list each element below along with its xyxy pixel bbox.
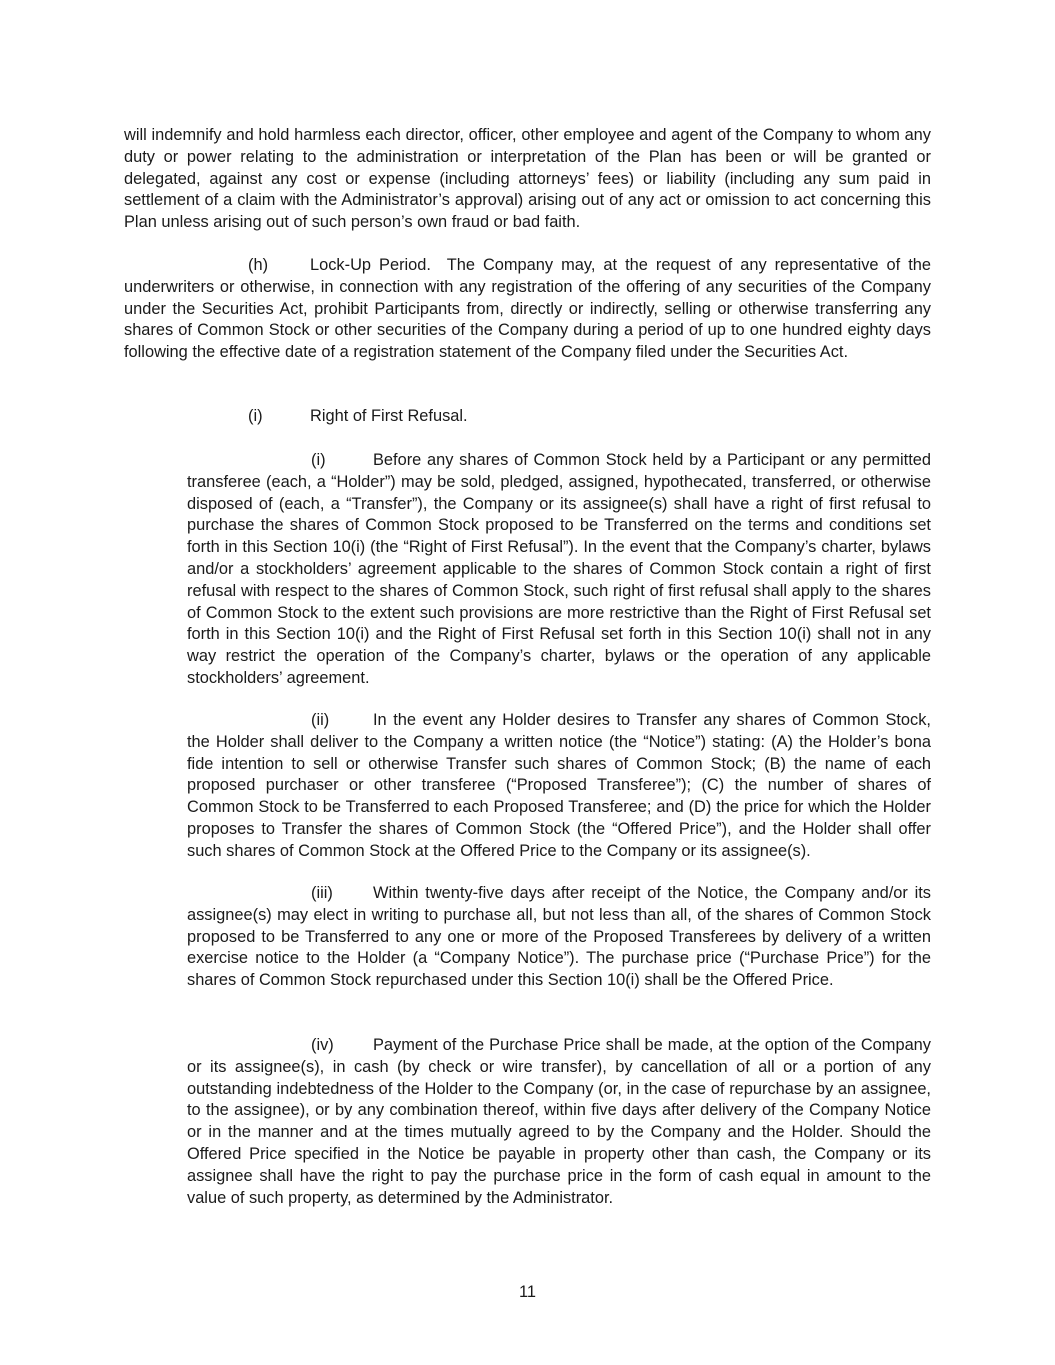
subparagraph-iv <box>187 1035 931 1209</box>
section-h-title: Lock-Up Period. <box>310 256 431 274</box>
section-i-title: Right of First Refusal. <box>310 407 468 425</box>
subparagraph-iv-label: (iv) <box>311 1036 334 1054</box>
subparagraph-ii-text: In the event any Holder desires to Transfer any shares of Common Stock, the Holder shall deliver to the Company a written notice (the “Notice”) stating: (A) the Holder’s bona fide intention to sell or otherwise Transfer such shares of Common Stock; (B) the name of each proposed purchaser or other transferee (“Proposed Transferee”); (C) the number of shares of Common Stock to be Transferred to each Proposed Transferee; and (D) the price for which the Holder proposes to Transfer the shares of Common Stock (the “Offered Price”), and the Holder shall offer such shares of Common Stock at the Offered Price to the Company or its assignee(s). <box>187 711 931 860</box>
paragraph-indemnify <box>124 125 931 234</box>
paragraph-right-of-first-refusal-heading <box>124 406 931 428</box>
subparagraph-i-text: Before any shares of Common Stock held by a Participant or any permitted transferee (each, a “Holder”) may be sold, pledged, assigned, hypothecated, transferred, or otherwise disposed of (each, a “Transfer”), the Company or its assignee(s) shall have a right of first refusal to purchase the shares of Common Stock proposed to be Transferred on the terms and conditions set forth in this Section 10(i) (the “Right of First Refusal”). In the event that the Company’s charter, bylaws and/or a stockholders’ agreement applicable to the shares of Common Stock contain a right of first refusal with respect to the shares of Common Stock, such right of first refusal shall apply to the shares of Common Stock to the extent such provisions are more restrictive than the Right of First Refusal set forth in this Section 10(i) and the Right of First Refusal set forth in this Section 10(i) shall not in any way restrict the operation of the Company’s charter, bylaws or the operation of any applicable stockholders’ agreement. <box>187 451 931 687</box>
subparagraph-ii-label: (ii) <box>311 711 330 729</box>
section-i-label: (i) <box>248 407 263 425</box>
subparagraph-iv-text: Payment of the Purchase Price shall be made, at the option of the Company or its assignee(s), in cash (by check or wire transfer), by cancellation of all or a portion of any outstanding indebtedness of the Holder to the Company (or, in the case of repurchase by an assignee, to the assignee), or by any combination thereof, within five days after delivery of the Company Notice or in the manner and at the times mutually agreed to by the Company and the Holder. Should the Offered Price specified in the Notice be payable in property other than cash, the Company or its assignee shall have the right to pay the purchase price in the form of cash equal in amount to the value of such property, as determined by the Administrator. <box>187 1036 931 1207</box>
subparagraph-iii-label: (iii) <box>311 884 333 902</box>
page-number: 11 <box>518 1283 536 1301</box>
section-h-text: The Company may, at the request of any representative of the underwriters or otherwise, in connection with any registration of the offering of any securities of the Company under the Securities Act, prohibit Participants from, directly or indirectly, selling or otherwise transferring any shares of Common Stock or other securities of the Company during a period of up to one hundred eighty days following the effective date of a registration statement of the Company filed under the Securities Act. <box>124 256 931 362</box>
section-h-label: (h) <box>248 256 269 274</box>
subparagraph-iii <box>187 883 931 992</box>
paragraph-indemnify-text: will indemnify and hold harmless each director, officer, other employee and agent of the Company to whom any duty or power relating to the administration or interpretation of the Plan has been or will be granted or delegated, against any cost or expense (including attorneys’ fees) or liability (including any sum paid in settlement of a claim with the Administrator’s approval) arising out of any act or omission to act concerning this Plan unless arising out of such person’s own fraud or bad faith. <box>124 126 931 232</box>
subparagraph-ii <box>187 710 931 863</box>
subparagraph-iii-text: Within twenty-five days after receipt of the Notice, the Company and/or its assignee(s) may elect in writing to purchase all, but not less than all, of the shares of Common Stock proposed to be Transferred to any one or more of the Proposed Transferees by delivery of a written exercise notice to the Holder (a “Company Notice”). The purchase price (“Purchase Price”) for the shares of Common Stock repurchased under this Section 10(i) shall be the Offered Price. <box>187 884 931 990</box>
paragraph-lock-up-period <box>124 255 931 364</box>
subparagraph-i <box>187 450 931 690</box>
subparagraph-i-label: (i) <box>311 451 326 469</box>
